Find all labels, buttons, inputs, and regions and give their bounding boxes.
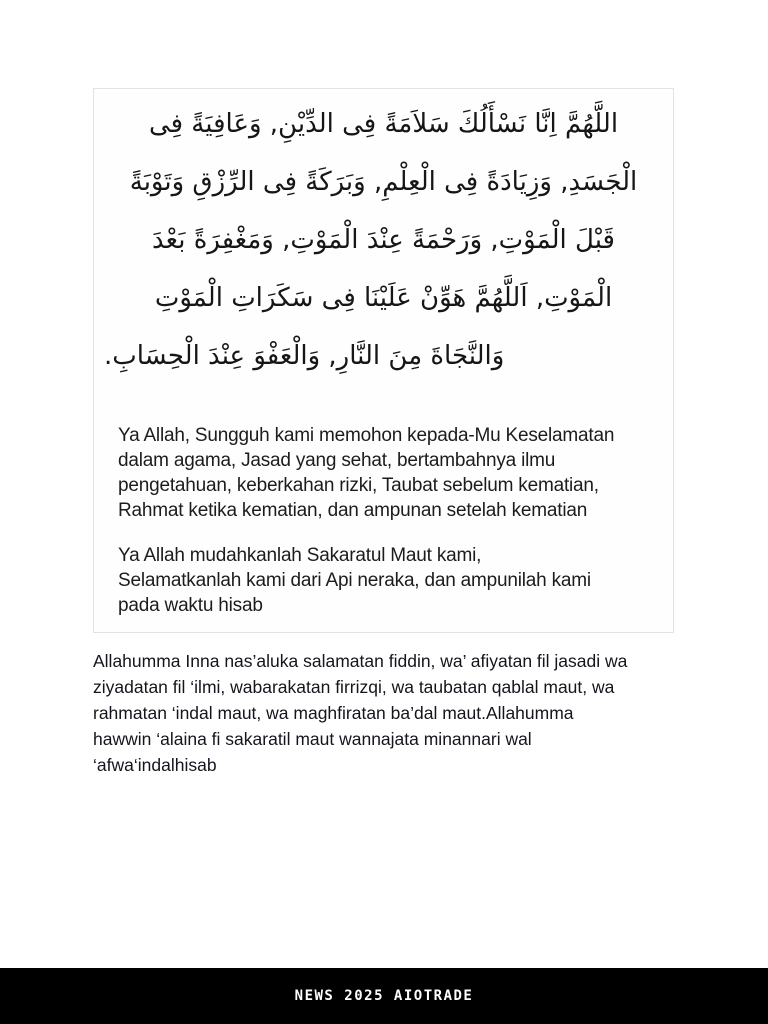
transliteration-line: rahmatan ‘indal maut, wa maghfiratan ba’dal maut.Allahumma	[93, 703, 574, 723]
translation-line: dalam agama, Jasad yang sehat, bertambahnya ilmu	[118, 450, 556, 471]
transliteration-line: hawwin ‘alaina fi sakaratil maut wannajata minannari wal	[93, 729, 532, 749]
arabic-line: وَالنَّجَاةَ مِنَ النَّارِ, وَالْعَفْوَ عِنْدَ الْحِسَابِ.	[104, 341, 505, 371]
translation-line: pengetahuan, keberkahan rizki, Taubat sebelum kematian,	[118, 475, 599, 496]
translation-line: Rahmat ketika kematian, dan ampunan setelah kematian	[118, 500, 588, 521]
prayer-image-card	[93, 88, 674, 633]
translation-line: Ya Allah mudahkanlah Sakaratul Maut kami,	[118, 545, 482, 566]
footer-news-label: NEWS 2025 AIOTRADE	[294, 988, 474, 1004]
indonesian-translation-paragraph-1	[94, 423, 673, 523]
indonesian-translation-paragraph-2	[94, 543, 673, 618]
translation-line: pada waktu hisab	[118, 595, 263, 616]
transliteration-line: ‘afwa‘indalhisab	[93, 755, 217, 775]
transliteration-line: Allahumma Inna nas’aluka salamatan fiddin, wa’ afiyatan fil jasadi wa	[93, 651, 628, 671]
transliteration-line: ziyadatan fil ‘ilmi, wabarakatan firrizqi, wa taubatan qablal maut, wa	[93, 677, 615, 697]
arabic-prayer-text	[94, 95, 673, 385]
transliteration-paragraph	[93, 648, 685, 778]
translation-line: Selamatkanlah kami dari Api neraka, dan ampunilah kami	[118, 570, 591, 591]
arabic-line: اللَّهُمَّ اِنَّا نَسْأَلُكَ سَلاَمَةً فِى الدِّيْنِ, وَعَافِيَةً فِى	[148, 109, 619, 139]
translation-line: Ya Allah, Sungguh kami memohon kepada-Mu Keselamatan	[118, 425, 615, 446]
footer-news-bar	[0, 968, 768, 1024]
arabic-line: الْمَوْتِ, اَللَّهُمَّ هَوِّنْ عَلَيْنَا فِى سَكَرَاتِ الْمَوْتِ	[154, 283, 613, 313]
arabic-line: قَبْلَ الْمَوْتِ, وَرَحْمَةً عِنْدَ الْمَوْتِ, وَمَغْفِرَةً بَعْدَ	[152, 225, 615, 255]
arabic-line: الْجَسَدِ, وَزِيَادَةً فِى الْعِلْمِ, وَبَرَكَةً فِى الرِّزْقِ وَتَوْبَةً	[129, 167, 638, 197]
